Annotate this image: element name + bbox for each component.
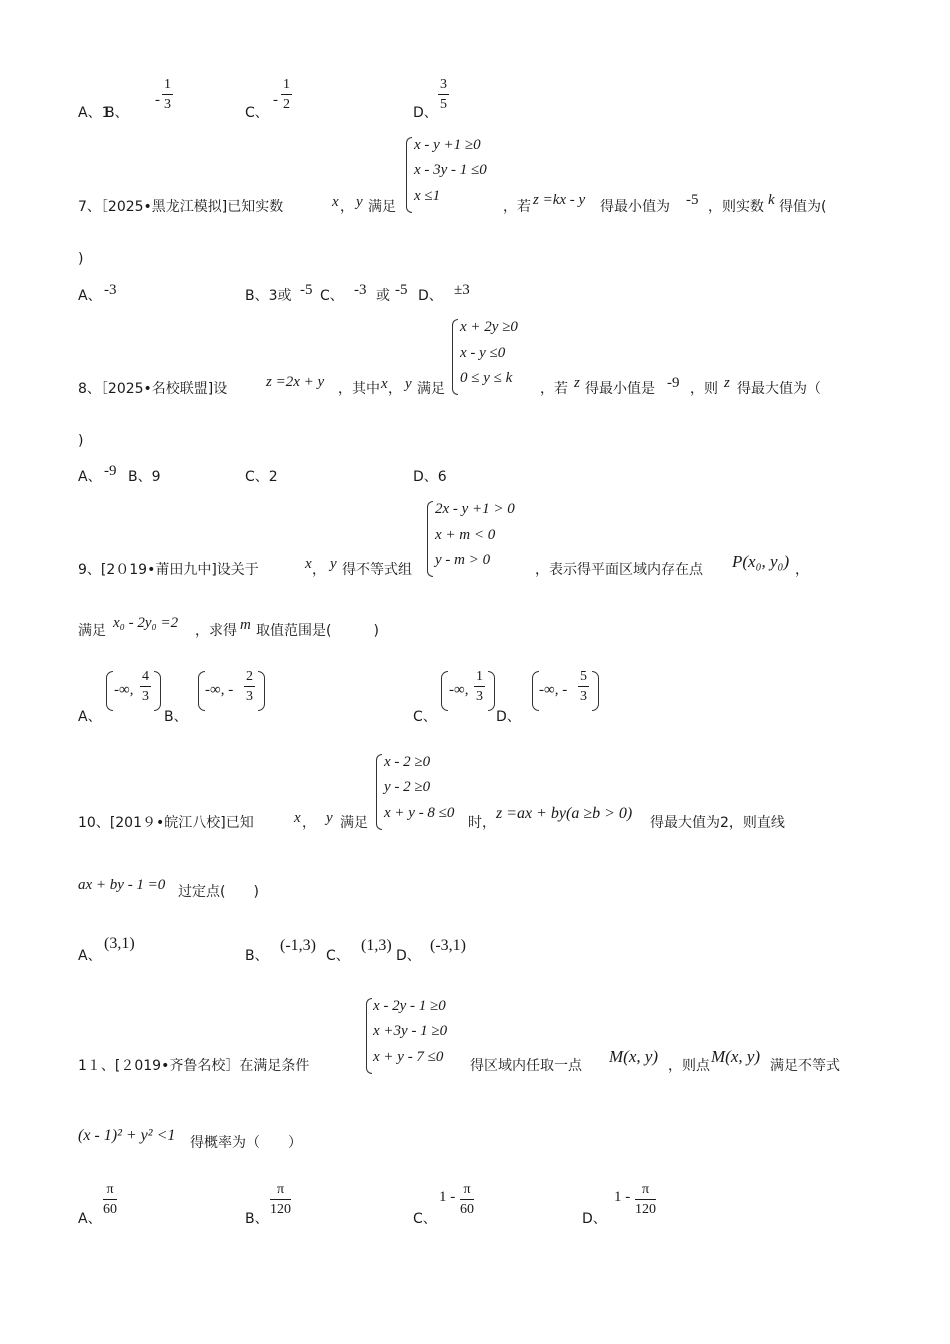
q9-satisfy: 满足 — [78, 623, 106, 639]
q9-option-d-left-paren — [532, 671, 539, 711]
q9-option-a-right-paren — [154, 671, 161, 711]
q9-option-b-right-paren — [258, 671, 265, 711]
q11-system-line-1: x - 2y - 1 ≥0 — [373, 998, 446, 1014]
q11-option-a-label: A、 — [78, 1211, 102, 1227]
q10-option-d-label: D、 — [396, 948, 421, 964]
q7-option-c-label: C、 — [320, 288, 344, 304]
q7-option-a-label: A、 — [78, 288, 102, 304]
fraction-numerator: π — [270, 1183, 291, 1200]
q7-satisfy: 满足 — [368, 199, 396, 215]
q7-objective: z =kx - y — [533, 192, 586, 208]
q7-min-value: -5 — [686, 192, 699, 208]
q6-option-b-sign: - — [155, 92, 160, 108]
fraction-denominator: 3 — [246, 689, 253, 704]
q8-close-paren: ) — [78, 433, 84, 449]
q7-min-text: 得最小值为 — [600, 199, 670, 215]
q9-point: P(x₀, y₀) — [732, 552, 790, 571]
fraction-numerator: 1 — [162, 78, 173, 95]
q11-option-d-label: D、 — [582, 1211, 607, 1227]
q9-option-b-left-paren — [198, 671, 205, 711]
q8-option-b: B、9 — [128, 469, 161, 485]
q10-system-line-1: x - 2 ≥0 — [384, 754, 431, 770]
q7-system-line-1: x - y +1 ≥0 — [414, 137, 481, 153]
q8-option-c: C、2 — [245, 469, 278, 485]
q10-system-line-2: y - 2 ≥0 — [384, 779, 431, 795]
q9-option-c-left-paren — [441, 671, 448, 711]
q8-system-line-3: 0 ≤ y ≤ k — [460, 370, 513, 386]
q9-var-y: y — [330, 556, 337, 572]
q11-satisfy-ineq: 满足不等式 — [770, 1058, 840, 1074]
q7-option-c-value-2: -5 — [395, 282, 408, 298]
q6-option-c-sign: - — [273, 92, 278, 108]
q9-var-x: x — [305, 556, 312, 572]
q9-system-line-3: y - m > 0 — [435, 552, 491, 568]
q9-option-c-infinity: -∞, — [449, 682, 469, 698]
fraction-numerator: 1 — [474, 670, 485, 687]
q7-system-line-2: x - 3y - 1 ≤0 — [414, 162, 487, 178]
q7-system-brace — [406, 137, 412, 213]
q8-option-a-label: A、 — [78, 469, 102, 485]
q11-probability-text: 得概率为（ ） — [190, 1135, 302, 1151]
q10-var-x: x — [294, 810, 301, 826]
q6-option-a: A、1 — [78, 105, 111, 121]
fraction-numerator: 4 — [140, 670, 151, 687]
q8-var-x: x — [381, 376, 388, 392]
fraction-denominator: 3 — [164, 97, 171, 112]
q11-option-c-prefix: 1 - — [439, 1189, 456, 1205]
q8-stem-source: 8、［2025•名校联盟]设 — [78, 381, 228, 397]
q6-option-d-fraction — [438, 78, 449, 112]
fraction-denominator: 3 — [142, 689, 149, 704]
q7-then-text: ，则实数 — [708, 199, 764, 215]
q8-satisfy: 满足 — [417, 381, 445, 397]
q8-var-y: y — [405, 376, 412, 392]
q9-option-d-right-paren — [592, 671, 599, 711]
fraction-numerator: 5 — [578, 670, 589, 687]
q9-stem-source: 9、[2０19•莆田九中]设关于 — [78, 562, 259, 578]
q7-option-d-label: D、 — [418, 288, 443, 304]
q11-option-d-fraction — [635, 1183, 656, 1217]
q9-var-m: m — [240, 617, 251, 633]
q10-option-c-value: (1,3) — [361, 937, 392, 954]
q9-option-d-fraction — [578, 670, 589, 704]
fraction-denominator: 2 — [283, 97, 290, 112]
q9-option-c-right-paren — [488, 671, 495, 711]
q11-system-line-2: x +3y - 1 ≥0 — [373, 1023, 448, 1039]
q9-option-d-infinity: -∞, - — [539, 682, 568, 698]
q8-min-value: -9 — [667, 375, 680, 391]
q7-option-a-value: -3 — [104, 282, 117, 298]
q7-var-y: y — [356, 194, 363, 210]
q9-option-b-fraction — [244, 670, 255, 704]
q10-option-a-value: (3,1) — [104, 935, 135, 952]
q7-var-k: k — [768, 192, 775, 208]
q10-line-equation: ax + by - 1 =0 — [78, 877, 166, 893]
q11-region-text: 得区域内任取一点 — [470, 1058, 582, 1074]
q10-option-a-label: A、 — [78, 948, 102, 964]
q10-option-d-value: (-3,1) — [430, 937, 466, 954]
q9-option-a-fraction — [140, 670, 151, 704]
q10-system-line-3: x + y - 8 ≤0 — [384, 805, 455, 821]
q10-fixed-point-text: 过定点( ) — [178, 884, 259, 900]
fraction-denominator: 120 — [270, 1202, 291, 1217]
fraction-denominator: 3 — [476, 689, 483, 704]
fraction-denominator: 3 — [580, 689, 587, 704]
q7-ask: 得值为( — [779, 199, 827, 215]
q11-stem-source: 1１、[２019•齐鲁名校］在满足条件 — [78, 1058, 310, 1074]
q9-option-a-left-paren — [106, 671, 113, 711]
fraction-denominator: 60 — [103, 1202, 117, 1217]
q8-system-brace — [452, 319, 458, 395]
q9-comma-end: ， — [795, 562, 809, 578]
fraction-numerator: 2 — [244, 670, 255, 687]
q8-objective: z =2x + y — [266, 374, 325, 390]
q10-objective: z =ax + by(a ≥b > 0) — [496, 805, 633, 822]
q6-option-b-label: B、 — [105, 105, 129, 121]
q11-inequality: (x - 1)² + y² <1 — [78, 1127, 176, 1144]
q7-option-b-value: -5 — [300, 282, 313, 298]
fraction-numerator: π — [635, 1183, 656, 1200]
q7-comma: ， — [340, 199, 354, 215]
q9-option-b-label: B、 — [164, 709, 188, 725]
fraction-denominator: 60 — [460, 1202, 474, 1217]
q7-option-c-or: 或 — [376, 288, 390, 304]
q8-option-a-value: -9 — [104, 463, 117, 479]
q9-condition: x₀ - 2y₀ =2 — [113, 615, 179, 631]
q11-system-brace — [366, 998, 372, 1074]
fraction-numerator: π — [103, 1183, 117, 1200]
q8-if: ，若 — [540, 381, 568, 397]
q8-var-z: z — [574, 375, 580, 391]
q9-find: ，求得 — [195, 623, 237, 639]
q8-system-line-2: x - y ≤0 — [460, 345, 506, 361]
q8-where: ，其中 — [338, 381, 380, 397]
q10-comma: ， — [302, 815, 316, 831]
q7-option-c-value-1: -3 — [354, 282, 367, 298]
fraction-numerator: 1 — [281, 78, 292, 95]
q10-stem-source: 10、[201９•皖江八校]已知 — [78, 815, 254, 831]
q9-option-b-infinity: -∞, - — [205, 682, 234, 698]
q8-min-text: 得最小值是 — [585, 381, 655, 397]
q9-region-text: ，表示得平面区域内存在点 — [535, 562, 703, 578]
q11-then-point: ，则点 — [668, 1058, 710, 1074]
q6-option-c-fraction — [281, 78, 292, 112]
q10-system-brace — [376, 754, 382, 830]
fraction-numerator: π — [460, 1183, 474, 1200]
q9-option-c-label: C、 — [413, 709, 437, 725]
q10-when: 时， — [468, 815, 496, 831]
q7-close-paren: ) — [78, 251, 84, 267]
q11-option-c-label: C、 — [413, 1211, 437, 1227]
q9-option-c-fraction — [474, 670, 485, 704]
q6-option-c-label: C、 — [245, 105, 269, 121]
q8-ask: 得最大值为（ — [737, 381, 821, 397]
fraction-denominator: 120 — [635, 1202, 656, 1217]
q7-var-x: x — [332, 194, 339, 210]
q10-max-text: 得最大值为2，则直线 — [650, 815, 785, 831]
q11-option-b-fraction — [270, 1183, 291, 1217]
q9-option-a-label: A、 — [78, 709, 102, 725]
q6-option-b-fraction — [162, 78, 173, 112]
q10-option-b-label: B、 — [245, 948, 269, 964]
q10-var-y: y — [326, 810, 333, 826]
q9-ask: 取值范围是( ) — [256, 623, 379, 639]
q9-system-line-2: x + m < 0 — [435, 527, 496, 543]
q7-option-d-value: ±3 — [454, 282, 470, 298]
q8-var-z-2: z — [724, 375, 730, 391]
q8-comma: ， — [388, 381, 402, 397]
q9-system-brace — [427, 501, 433, 577]
q7-if: ，若 — [503, 199, 531, 215]
q9-comma: ， — [312, 562, 326, 578]
q6-option-d-label: D、 — [413, 105, 438, 121]
q8-system-line-1: x + 2y ≥0 — [460, 319, 518, 335]
fraction-denominator: 5 — [440, 97, 447, 112]
q11-point-2: M(x, y) — [711, 1047, 761, 1066]
q10-option-b-value: (-1,3) — [280, 937, 316, 954]
q8-then: ，则 — [690, 381, 718, 397]
q9-option-d-label: D、 — [496, 709, 521, 725]
q7-stem-source: 7、［2025•黑龙江模拟]已知实数 — [78, 199, 284, 215]
q11-option-c-fraction — [460, 1183, 474, 1217]
q11-option-b-label: B、 — [245, 1211, 269, 1227]
q10-option-c-label: C、 — [326, 948, 350, 964]
q9-system-text: 得不等式组 — [342, 562, 412, 578]
q7-system-line-3: x ≤1 — [414, 188, 441, 204]
q11-option-a-fraction — [103, 1183, 117, 1217]
q11-option-d-prefix: 1 - — [614, 1189, 631, 1205]
q9-option-a-infinity: -∞, — [114, 682, 134, 698]
q11-point: M(x, y) — [609, 1047, 659, 1066]
q10-satisfy: 满足 — [340, 815, 368, 831]
q11-system-line-3: x + y - 7 ≤0 — [373, 1049, 444, 1065]
q8-option-d: D、6 — [413, 469, 447, 485]
fraction-numerator: 3 — [438, 78, 449, 95]
q9-system-line-1: 2x - y +1 > 0 — [435, 501, 515, 517]
q7-option-b-label: B、3或 — [245, 288, 292, 304]
